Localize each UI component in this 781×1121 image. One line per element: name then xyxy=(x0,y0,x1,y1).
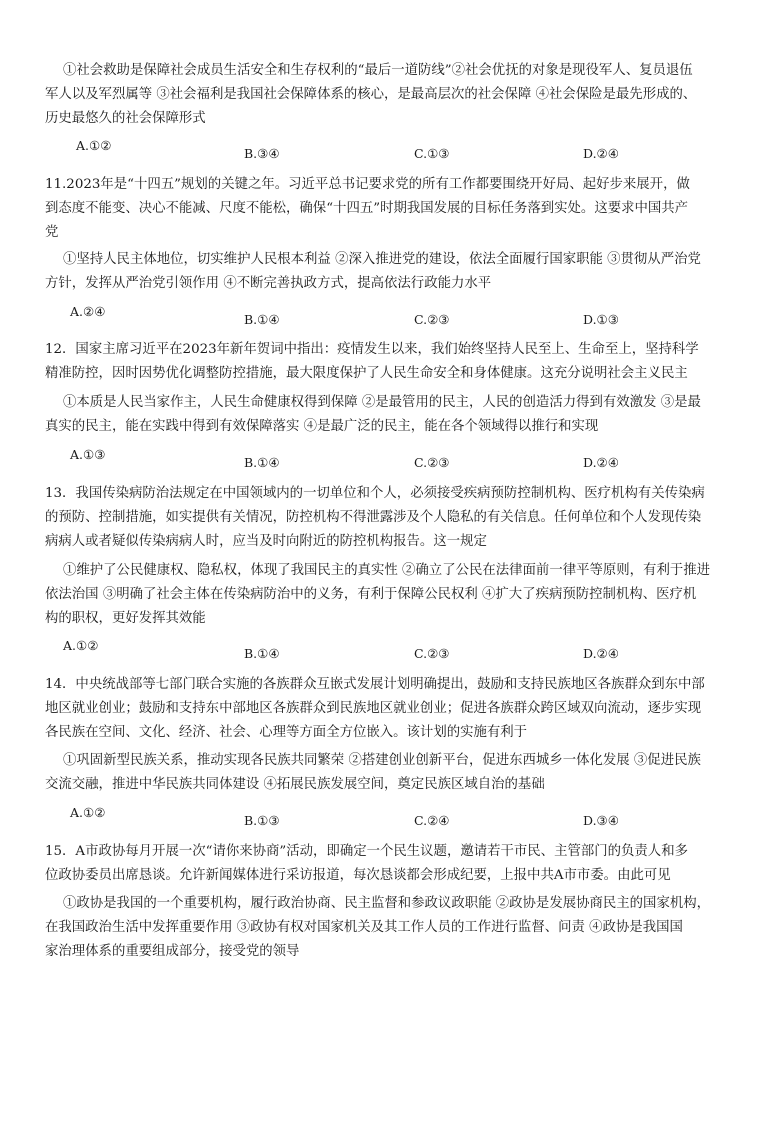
q11-option-c[interactable]: C.②③ xyxy=(414,312,450,327)
q13-stem-line-3: 病病人或者疑似传染病病人时，应当及时向附近的防控机构报告。这一规定 xyxy=(45,534,487,549)
q10-option-c[interactable]: C.①③ xyxy=(414,146,450,161)
q12-option-a[interactable]: A.①③ xyxy=(70,447,106,462)
q12-option-c[interactable]: C.②③ xyxy=(414,455,450,470)
q14-items-line-1: ①巩固新型民族关系，推动实现各民族共同繁荣 ②搭建创业创新平台，促进东西城乡一体化发展 ③促进民族 xyxy=(63,753,701,768)
q13-items-line-3: 构的职权，更好发挥其效能 xyxy=(45,611,206,626)
q11-option-d[interactable]: D.①③ xyxy=(583,312,619,327)
q14-option-d[interactable]: D.③④ xyxy=(583,813,619,828)
q12-items-line-1: ①本质是人民当家作主，人民生命健康权得到保障 ②是最管用的民主，人民的创造活力得到有效激发 ③是最 xyxy=(63,395,701,410)
q14-option-a[interactable]: A.①② xyxy=(70,805,106,820)
q10-items-line-2: 军人以及军烈属等 ③社会福利是我国社会保障体系的核心，是最高层次的社会保障 ④社会保险是最先形成的、 xyxy=(45,87,697,102)
q12-stem-line-1: 12．国家主席习近平在2023年新年贺词中指出：疫情发生以来，我们始终坚持人民至上、生命至上，坚持科学 xyxy=(45,342,699,357)
q10-option-d[interactable]: D.②④ xyxy=(583,146,619,161)
q14-stem-line-1: 14．中央统战部等七部门联合实施的各族群众互嵌式发展计划明确提出，鼓励和支持民族地区各族群众到东中部 xyxy=(45,677,705,692)
q10-items-line-1: ①社会救助是保障社会成员生活安全和生存权利的“最后一道防线”②社会优抚的对象是现役军人、复员退伍 xyxy=(63,63,693,78)
q14-stem-line-3: 各民族在空间、文化、经济、社会、心理等方面全方位嵌入。该计划的实施有利于 xyxy=(45,725,528,740)
q13-option-c[interactable]: C.②③ xyxy=(414,646,450,661)
q13-stem-line-1: 13．我国传染病防治法规定在中国领域内的一切单位和个人，必须接受疾病预防控制机构、医疗机构有关传染病 xyxy=(45,486,705,501)
q13-option-d[interactable]: D.②④ xyxy=(583,646,619,661)
q11-stem-line-2: 到态度不能变、决心不能减、尺度不能松，确保“十四五”时期我国发展的目标任务落到实处。这要求中国共产 xyxy=(45,201,689,216)
q14-stem-line-2: 地区就业创业；鼓励和支持东中部地区各族群众到民族地区就业创业；促进各族群众跨区域双向流动，逐步实现 xyxy=(45,701,702,716)
q11-items-line-1: ①坚持人民主体地位，切实维护人民根本利益 ②深入推进党的建设，依法全面履行国家职能 ③贯彻从严治党 xyxy=(63,252,701,267)
q11-stem-line-3: 党 xyxy=(45,225,59,240)
q11-option-a[interactable]: A.②④ xyxy=(70,304,106,319)
q12-option-d[interactable]: D.②④ xyxy=(583,455,619,470)
q15-items-line-2: 在我国政治生活中发挥重要作用 ③政协有权对国家机关及其工作人员的工作进行监督、问责 ④政协是我国国 xyxy=(45,920,683,935)
q12-items-line-2: 真实的民主，能在实践中得到有效保障落实 ④是最广泛的民主，能在各个领域得以推行和实现 xyxy=(45,419,599,434)
q12-stem-line-2: 精准防控，因时因势优化调整防控措施，最大限度保护了人民生命安全和身体健康。这充分说明社会主义民主 xyxy=(45,366,688,381)
q13-items-line-1: ①维护了公民健康权、隐私权，体现了我国民主的真实性 ②确立了公民在法律面前一律平等原则，有利于推进 xyxy=(63,563,711,578)
q15-stem-line-2: 位政协委员出席恳谈。允许新闻媒体进行采访报道，每次恳谈都会形成纪要，上报中共A市市委。由此可见 xyxy=(45,868,671,883)
q15-items-line-3: 家治理体系的重要组成部分，接受党的领导 xyxy=(45,944,300,959)
q10-items-line-3: 历史最悠久的社会保障形式 xyxy=(45,111,206,126)
q10-option-a[interactable]: A.①② xyxy=(76,138,112,153)
q13-option-b[interactable]: B.①④ xyxy=(244,646,280,661)
q15-items-line-1: ①政协是我国的一个重要机构，履行政治协商、民主监督和参政议政职能 ②政协是发展协商民主的国家机构， xyxy=(63,896,711,911)
q11-option-b[interactable]: B.①④ xyxy=(244,312,280,327)
q14-option-c[interactable]: C.②④ xyxy=(414,813,450,828)
q13-stem-line-2: 的预防、控制措施，如实提供有关情况，防控机构不得泄露涉及个人隐私的有关信息。任何单位和个人发现传染 xyxy=(45,510,702,525)
q11-items-line-2: 方针，发挥从严治党引领作用 ④不断完善执政方式，提高依法行政能力水平 xyxy=(45,276,492,291)
q12-option-b[interactable]: B.①④ xyxy=(244,455,280,470)
q11-stem-line-1: 11.2023年是“十四五”规划的关键之年。习近平总书记要求党的所有工作都要围绕开好局、起好步来展开，做 xyxy=(45,177,690,192)
q13-option-a[interactable]: A.①② xyxy=(63,638,99,653)
q14-items-line-2: 交流交融，推进中华民族共同体建设 ④拓展民族发展空间，奠定民族区域自治的基础 xyxy=(45,777,545,792)
q13-items-line-2: 依法治国 ③明确了社会主体在传染病防治中的义务，有利于保障公民权利 ④扩大了疾病预防控制机构、医疗机 xyxy=(45,587,697,602)
q10-option-b[interactable]: B.③④ xyxy=(244,146,280,161)
q14-option-b[interactable]: B.①③ xyxy=(244,813,280,828)
q15-stem-line-1: 15．A市政协每月开展一次“请你来协商”活动，即确定一个民生议题，邀请若干市民、主管部门的负责人和多 xyxy=(45,844,688,859)
